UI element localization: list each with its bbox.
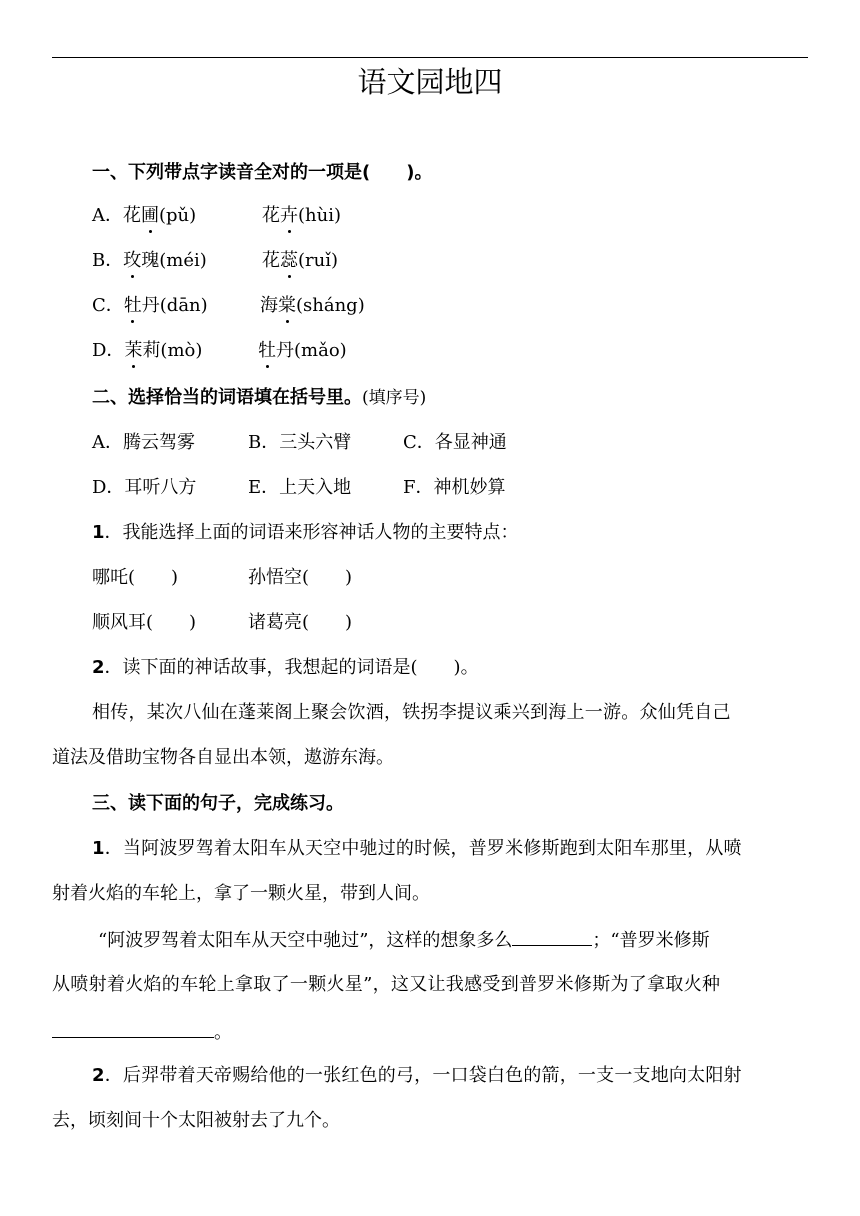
word-e: E．上天入地 — [248, 477, 352, 498]
q3-s2-line1: 2．后羿带着天帝赐给他的一张红色的弓，一口袋白色的箭，一支一支地向太阳射 — [92, 1065, 742, 1086]
story-line-2: 道法及借助宝物各自显出本领，遨游东海。 — [52, 747, 394, 768]
dotted-char: 牡 — [258, 338, 276, 364]
sub-number: 1 — [92, 838, 105, 859]
q1-option-c-second: 海棠(sháng) — [260, 293, 365, 319]
q1-option-c[interactable]: C．牡丹(dān) — [92, 293, 208, 319]
q2-sub2: 2．读下面的神话故事，我想起的词语是( )。 — [92, 657, 479, 678]
story-line-1: 相传，某次八仙在蓬莱阁上聚会饮酒，铁拐李提议乘兴到海上一游。众仙凭自己 — [92, 702, 731, 723]
q1-option-b[interactable]: B．玫瑰(méi) — [92, 248, 207, 274]
dotted-char: 玫 — [123, 248, 141, 274]
q1-option-b-second: 花蕊(ruǐ) — [262, 248, 338, 274]
option-label: A． — [92, 205, 123, 226]
q3-heading: 三、读下面的句子，完成练习。 — [92, 793, 344, 814]
q1-option-d-second: 牡丹(mǎo) — [258, 338, 347, 364]
q3-fill-line1: “阿波罗驾着太阳车从天空中驰过”，这样的想象多么 ；“普罗米修斯 — [98, 927, 710, 954]
header-rule — [52, 57, 808, 58]
q1-heading: 一、下列带点字读音全对的一项是( )。 — [92, 162, 433, 183]
sub-number: 2 — [92, 1065, 105, 1086]
q1-option-d[interactable]: D．茉莉(mò) — [92, 338, 202, 364]
word-b: B．三头六臂 — [248, 432, 352, 453]
sub-number: 2 — [92, 657, 105, 678]
q3-fill-line2: 从喷射着火焰的车轮上拿取了一颗火星”，这又让我感受到普罗米修斯为了拿取火种 — [52, 974, 721, 995]
q2-sub1: 1．我能选择上面的词语来形容神话人物的主要特点： — [92, 522, 519, 543]
word-f: F．神机妙算 — [403, 477, 506, 498]
option-label: D． — [92, 340, 125, 361]
q3-s2-line2: 去，顷刻间十个太阳被射去了九个。 — [52, 1110, 340, 1131]
answer-nezha[interactable]: 哪吒( ) — [92, 567, 179, 588]
dotted-char: 蕊 — [280, 248, 298, 274]
dotted-char: 茉 — [124, 338, 142, 364]
q1-option-a[interactable]: A．花圃(pǔ) — [92, 203, 196, 229]
q3-s1-line2: 射着火焰的车轮上，拿了一颗火星，带到人间。 — [52, 883, 430, 904]
option-label: B． — [92, 250, 124, 271]
word-d: D．耳听八方 — [92, 477, 197, 498]
dotted-char: 牡 — [124, 293, 142, 319]
dotted-char: 圃 — [141, 203, 159, 229]
q2-heading-line — [92, 385, 426, 411]
answer-blank-2[interactable] — [52, 1019, 214, 1038]
dotted-char: 卉 — [280, 203, 298, 229]
q2-note: (填序号) — [362, 388, 427, 408]
dotted-char: 棠 — [278, 293, 296, 319]
answer-shunfenger[interactable]: 顺风耳( ) — [92, 612, 197, 633]
q2-heading: 二、选择恰当的词语填在括号里。 — [92, 387, 362, 408]
q1-option-a-second: 花卉(hùi) — [262, 203, 341, 229]
word-c: C．各显神通 — [403, 432, 507, 453]
option-label: C． — [92, 295, 124, 316]
answer-blank-1[interactable] — [512, 927, 592, 946]
q3-fill-line3: 。 — [52, 1019, 232, 1046]
answer-zhugeliang[interactable]: 诸葛亮( ) — [248, 612, 353, 633]
q3-s1-line1: 1．当阿波罗驾着太阳车从天空中驰过的时候，普罗米修斯跑到太阳车那里，从喷 — [92, 838, 742, 859]
sub-number: 1 — [92, 522, 105, 543]
word-a: A．腾云驾雾 — [92, 432, 195, 453]
answer-sunwukong[interactable]: 孙悟空( ) — [248, 567, 353, 588]
page-title: 语文园地四 — [357, 65, 503, 99]
